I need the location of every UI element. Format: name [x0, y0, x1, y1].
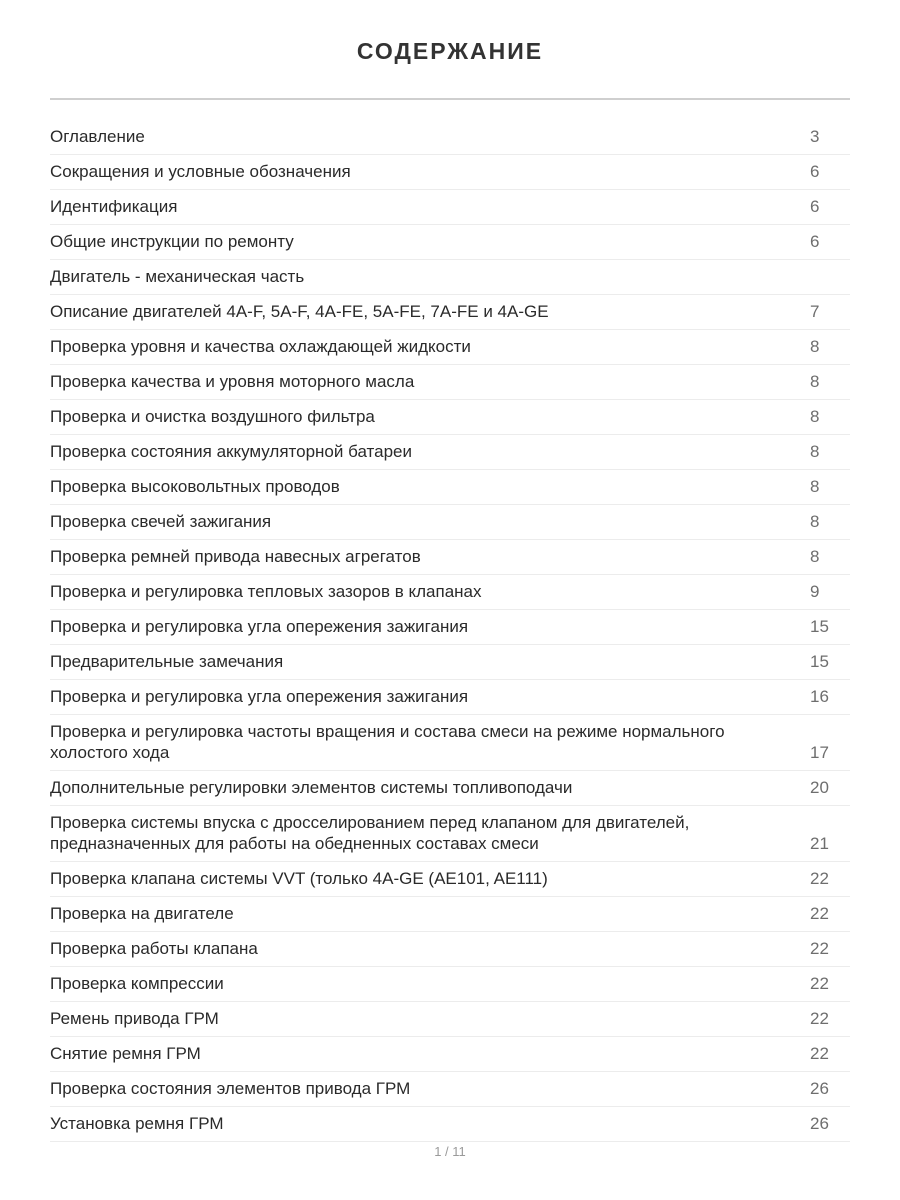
- toc-entry-title: Сокращения и условные обозначения: [50, 162, 351, 181]
- toc-entry-page: 15: [810, 652, 829, 671]
- toc-entry-page: 22: [810, 974, 829, 993]
- toc-entry-title: Установка ремня ГРМ: [50, 1114, 224, 1133]
- toc-entry-title: Проверка и регулировка частоты вращения и состава смеси на режиме нормального холостого хода: [50, 722, 725, 762]
- toc-entry-page: 6: [810, 162, 820, 181]
- toc-entry[interactable]: [50, 715, 850, 771]
- toc-entry-page: 8: [810, 372, 820, 391]
- toc-entry-page: 21: [810, 834, 829, 853]
- toc-entry[interactable]: [50, 1072, 850, 1107]
- toc-entry-title: Оглавление: [50, 127, 145, 146]
- toc-entry[interactable]: [50, 862, 850, 897]
- title-divider: [50, 98, 850, 100]
- toc-entry-page: 15: [810, 617, 829, 636]
- toc-entry-page: 8: [810, 407, 820, 426]
- toc-entry-title: Проверка и регулировка тепловых зазоров в клапанах: [50, 582, 482, 601]
- toc-entry[interactable]: [50, 260, 850, 295]
- toc-entry-page: 22: [810, 869, 829, 888]
- toc-entry-title: Снятие ремня ГРМ: [50, 1044, 201, 1063]
- toc-entry[interactable]: [50, 540, 850, 575]
- toc-entry-page: 22: [810, 1009, 829, 1028]
- toc-entry[interactable]: [50, 155, 850, 190]
- toc-entry-title: Предварительные замечания: [50, 652, 284, 671]
- toc-entry[interactable]: [50, 897, 850, 932]
- toc-entry-title: Идентификация: [50, 197, 178, 216]
- toc-entry-page: 17: [810, 743, 829, 762]
- toc-entry[interactable]: [50, 932, 850, 967]
- toc-entry-title: Проверка ремней привода навесных агрегатов: [50, 547, 421, 566]
- toc-entry-title: Проверка состояния аккумуляторной батареи: [50, 442, 412, 461]
- toc-entry-page: 8: [810, 547, 820, 566]
- toc-entry-title: Проверка качества и уровня моторного масла: [50, 372, 415, 391]
- toc-entry[interactable]: [50, 806, 850, 862]
- toc-entry-page: 22: [810, 939, 829, 958]
- toc-entry-title: Проверка высоковольтных проводов: [50, 477, 340, 496]
- toc-entry-title: Проверка и очистка воздушного фильтра: [50, 407, 375, 426]
- toc-entry-title: Проверка работы клапана: [50, 939, 258, 958]
- toc-entry-page: 9: [810, 582, 820, 601]
- toc-entry-page: 22: [810, 904, 829, 923]
- toc-list: [50, 120, 850, 1142]
- toc-entry-title: Проверка системы впуска с дросселированием перед клапаном для двигателей, предназначенных для работы на обедненных составах смеси: [50, 813, 690, 853]
- toc-entry[interactable]: [50, 645, 850, 680]
- toc-entry[interactable]: [50, 680, 850, 715]
- toc-entry-page: 6: [810, 197, 820, 216]
- toc-entry[interactable]: [50, 225, 850, 260]
- toc-entry-title: Проверка и регулировка угла опережения зажигания: [50, 687, 469, 706]
- toc-entry-page: 22: [810, 1044, 829, 1063]
- page-title: СОДЕРЖАНИЕ: [356, 38, 544, 64]
- toc-entry-title: Проверка компрессии: [50, 974, 224, 993]
- toc-entry[interactable]: [50, 771, 850, 806]
- toc-entry[interactable]: [50, 575, 850, 610]
- toc-entry[interactable]: [50, 295, 850, 330]
- toc-entry[interactable]: [50, 435, 850, 470]
- toc-entry[interactable]: [50, 1037, 850, 1072]
- toc-entry[interactable]: [50, 967, 850, 1002]
- toc-entry-title: Проверка и регулировка угла опережения зажигания: [50, 617, 469, 636]
- toc-entry-title: Ремень привода ГРМ: [50, 1009, 219, 1028]
- toc-entry[interactable]: [50, 470, 850, 505]
- toc-entry-page: 8: [810, 477, 820, 496]
- toc-entry[interactable]: [50, 505, 850, 540]
- toc-entry[interactable]: [50, 365, 850, 400]
- toc-entry-title: Проверка клапана системы VVT (только 4A-GE (AE101, AE111): [50, 869, 548, 888]
- toc-entry-title: Описание двигателей 4A-F, 5A-F, 4A-FE, 5A-FE, 7A-FE и 4A-GE: [50, 302, 549, 321]
- toc-entry[interactable]: [50, 1002, 850, 1037]
- toc-entry-page: 26: [810, 1079, 829, 1098]
- toc-entry-page: 7: [810, 302, 820, 321]
- toc-entry-page: 8: [810, 512, 820, 531]
- toc-entry[interactable]: [50, 610, 850, 645]
- toc-entry[interactable]: [50, 400, 850, 435]
- toc-entry-page: 8: [810, 442, 820, 461]
- toc-entry-title: Проверка уровня и качества охлаждающей жидкости: [50, 337, 471, 356]
- toc-entry-title: Дополнительные регулировки элементов системы топливоподачи: [50, 778, 573, 797]
- toc-entry-page: 16: [810, 687, 829, 706]
- toc-entry-page: 26: [810, 1114, 829, 1133]
- toc-entry-title: Проверка состояния элементов привода ГРМ: [50, 1079, 411, 1098]
- toc-entry-title: Двигатель - механическая часть: [50, 267, 305, 286]
- toc-entry-title: Общие инструкции по ремонту: [50, 232, 294, 251]
- toc-entry-title: Проверка на двигателе: [50, 904, 234, 923]
- toc-entry-title: Проверка свечей зажигания: [50, 512, 272, 531]
- toc-entry[interactable]: [50, 120, 850, 155]
- toc-entry[interactable]: [50, 1107, 850, 1142]
- toc-entry-page: 8: [810, 337, 820, 356]
- toc-entry[interactable]: [50, 330, 850, 365]
- toc-entry[interactable]: [50, 190, 850, 225]
- toc-entry-page: 6: [810, 232, 820, 251]
- toc-entry-page: 3: [810, 127, 820, 146]
- page-indicator: 1 / 11: [434, 1144, 466, 1159]
- toc-entry-page: 20: [810, 778, 829, 797]
